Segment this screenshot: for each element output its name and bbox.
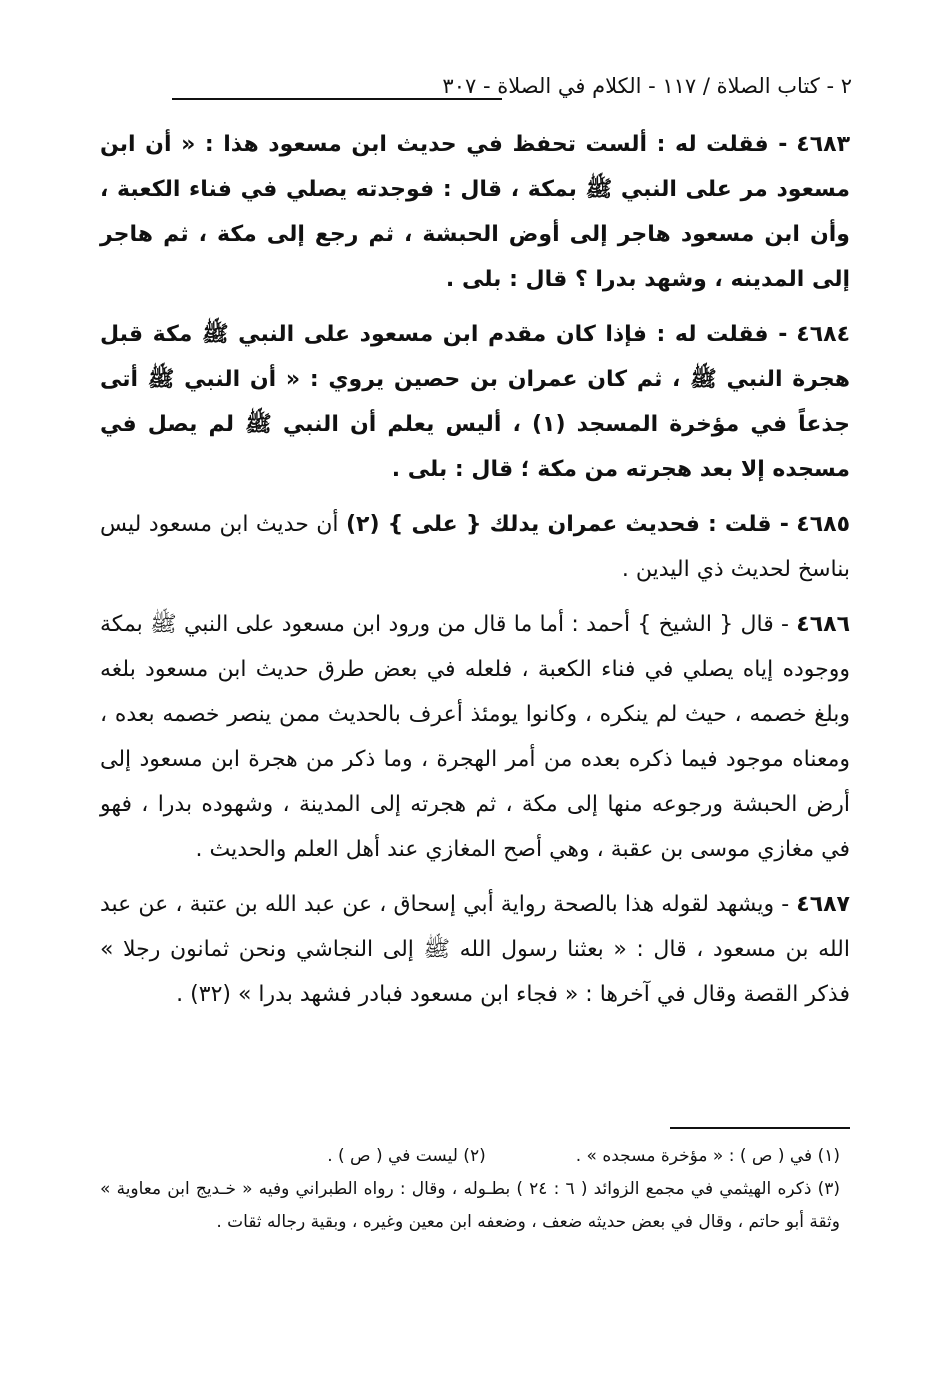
paragraph-text: - ويشهد لقوله هذا بالصحة رواية أبي إسحاق ، عن عبد الله بن عتبة ، عن عبد الله بن مسعود ، قال : « بعثنا رسول الله ﷺ إلى النجاشي ونحن ثمانون رجلا » فذكر القصة وقال في آخرها : « فجاء ابن مسعود فبادر فشهد بدرا » (٣٢) . (100, 892, 850, 1007)
paragraph-4683 (100, 122, 850, 302)
paragraph-4687 (100, 882, 850, 1017)
paragraph-4684 (100, 312, 850, 492)
footnote-3: (٣) ذكره الهيثمي في مجمع الزوائد ( ٦ : ٢٤ ) بطـوله ، وقال : رواه الطبراني وفيه « خـديج ابن معاوية » وثقة أبو حاتم ، وقال في بعض حديثه ضعف ، وضعفه ابن معين وغيره ، وبقية رجاله ثقات . (100, 1179, 840, 1232)
paragraph-4686 (100, 602, 850, 872)
footnote-2: (٢) ليست في ( ص ) . (327, 1146, 486, 1166)
header-text: ٢ - كتاب الصلاة / ١١٧ - الكلام في الصلاة - ٣٠٧ (442, 74, 852, 98)
paragraph-number: ٤٦٨٤ (796, 322, 850, 347)
paragraph-bold-text: - فقلت له : فإذا كان مقدم ابن مسعود على النبي ﷺ مكة قبل هجرة النبي ﷺ ، ثم كان عمران بن حصين يروي : « أن النبي ﷺ أتى جذعاً في مؤخرة المسجد (١) ، أليس يعلم أن النبي ﷺ لم يصل في مسجده إلا بعد هجرته من مكة ؛ قال : بلى . (100, 322, 850, 482)
footnote-row (100, 1140, 840, 1173)
paragraph-bold-text: - فقلت له : ألست تحفظ في حديث ابن مسعود هذا : « أن ابن مسعود مر على النبي ﷺ بمكة ، قال : فوجدته يصلي في فناء الكعبة ، وأن ابن مسعود هاجر إلى أوض الحبشة ، ثم رجع إلى مكة ، ثم هاجر إلى المدينه ، وشهد بدرا ؟ قال : بلى . (100, 132, 850, 292)
footnote-rule (670, 1127, 850, 1129)
paragraph-4685 (100, 502, 850, 592)
paragraph-number: ٤٦٨٧ (796, 892, 850, 917)
page-body (100, 122, 850, 1027)
footnotes (100, 1140, 840, 1239)
paragraph-bold-text: - قلت : فحديث عمران يدلك { على } (٢) (345, 512, 789, 537)
paragraph-text: أن حديث ابن مسعود ليس بناسخ لحديث ذي اليدين . (100, 512, 850, 582)
running-header (100, 70, 852, 110)
paragraph-text: - قال { الشيخ } أحمد : أما ما قال من ورود ابن مسعود على النبي ﷺ بمكة ووجوده إياه يصلي في فناء الكعبة ، فلعله في بعض طرق حديث ابن مسعود بلغه وبلغ خصمه ، حيث لم ينكره ، وكانوا يومئذ أعرف بالحديث ممن ينصر خصمه بعده ، ومعناه موجود فيما ذكره بعده من أمر الهجرة ، وما ذكر من هجرة ابن مسعود إلى أرض الحبشة ورجوعه منها إلى مكة ، ثم هجرته إلى المدينة ، وشهوده بدرا ، فهو في مغازي موسى بن عقبة ، وهي أصح المغازي عند أهل العلم والحديث . (100, 612, 850, 862)
paragraph-number: ٤٦٨٣ (796, 132, 850, 157)
header-rule (172, 98, 502, 100)
paragraph-number: ٤٦٨٦ (796, 612, 850, 637)
footnote-1: (١) في ( ص ) : « مؤخرة مسجده » . (575, 1146, 840, 1166)
paragraph-number: ٤٦٨٥ (796, 512, 851, 537)
